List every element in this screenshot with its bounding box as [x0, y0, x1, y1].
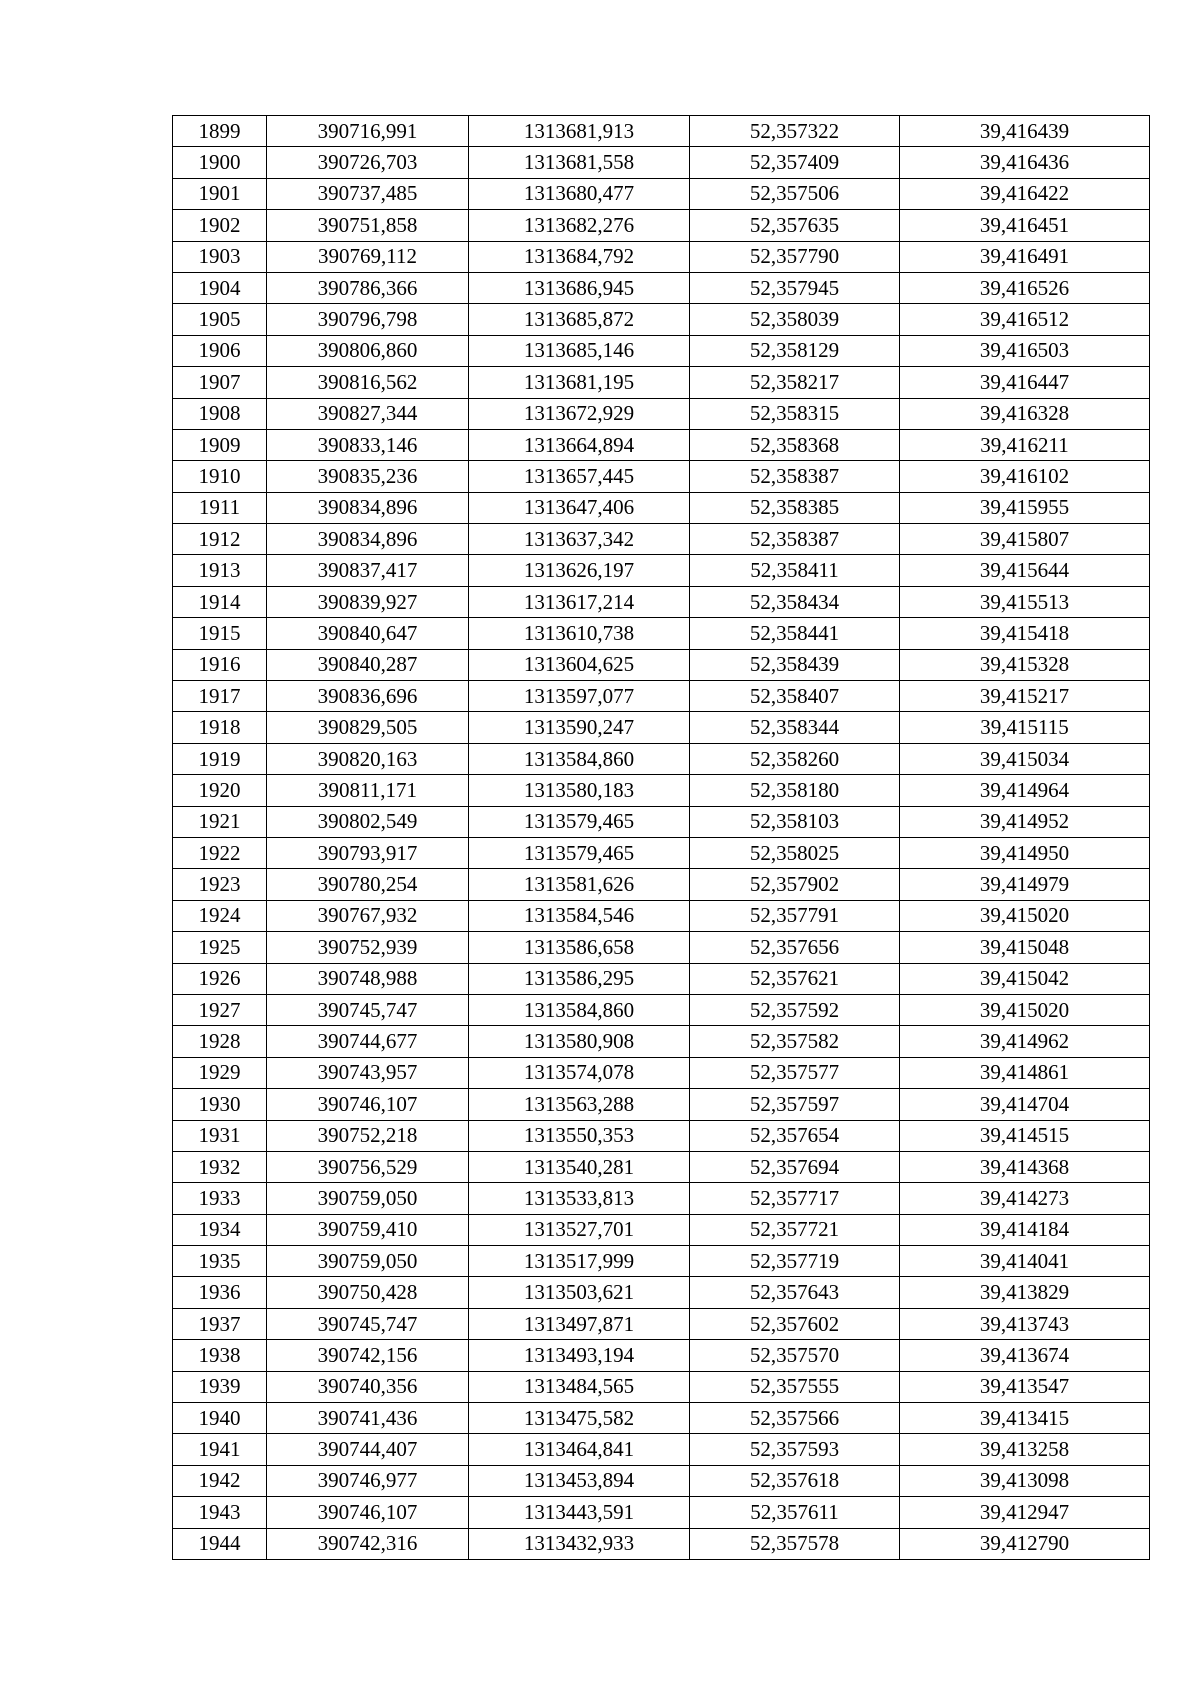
table-row	[173, 492, 1150, 523]
y-coordinate-cell: 1313580,908	[469, 1026, 690, 1057]
point-number-cell: 1926	[173, 963, 267, 994]
longitude-cell: 39,415807	[900, 524, 1150, 555]
table-row	[173, 586, 1150, 617]
point-number-cell: 1905	[173, 304, 267, 335]
latitude-cell: 52,357577	[690, 1057, 900, 1088]
table-row	[173, 1183, 1150, 1214]
point-number-cell: 1915	[173, 618, 267, 649]
longitude-cell: 39,412790	[900, 1528, 1150, 1559]
x-coordinate-cell: 390716,991	[267, 116, 469, 147]
point-number-cell: 1922	[173, 837, 267, 868]
x-coordinate-cell: 390827,344	[267, 398, 469, 429]
x-coordinate-cell: 390834,896	[267, 524, 469, 555]
point-number-cell: 1938	[173, 1340, 267, 1371]
latitude-cell: 52,357791	[690, 900, 900, 931]
longitude-cell: 39,414962	[900, 1026, 1150, 1057]
longitude-cell: 39,414273	[900, 1183, 1150, 1214]
point-number-cell: 1925	[173, 932, 267, 963]
longitude-cell: 39,413829	[900, 1277, 1150, 1308]
y-coordinate-cell: 1313586,658	[469, 932, 690, 963]
latitude-cell: 52,357602	[690, 1308, 900, 1339]
longitude-cell: 39,414979	[900, 869, 1150, 900]
point-number-cell: 1936	[173, 1277, 267, 1308]
table-row	[173, 1246, 1150, 1277]
x-coordinate-cell: 390840,647	[267, 618, 469, 649]
x-coordinate-cell: 390752,939	[267, 932, 469, 963]
latitude-cell: 52,357597	[690, 1089, 900, 1120]
x-coordinate-cell: 390839,927	[267, 586, 469, 617]
table-row	[173, 869, 1150, 900]
y-coordinate-cell: 1313464,841	[469, 1434, 690, 1465]
y-coordinate-cell: 1313664,894	[469, 429, 690, 460]
y-coordinate-cell: 1313579,465	[469, 837, 690, 868]
y-coordinate-cell: 1313579,465	[469, 806, 690, 837]
latitude-cell: 52,358385	[690, 492, 900, 523]
x-coordinate-cell: 390737,485	[267, 178, 469, 209]
table-row	[173, 1371, 1150, 1402]
latitude-cell: 52,358315	[690, 398, 900, 429]
longitude-cell: 39,416451	[900, 210, 1150, 241]
latitude-cell: 52,358387	[690, 524, 900, 555]
table-row	[173, 398, 1150, 429]
latitude-cell: 52,357592	[690, 994, 900, 1025]
latitude-cell: 52,358103	[690, 806, 900, 837]
x-coordinate-cell: 390836,696	[267, 681, 469, 712]
longitude-cell: 39,414184	[900, 1214, 1150, 1245]
point-number-cell: 1928	[173, 1026, 267, 1057]
point-number-cell: 1906	[173, 335, 267, 366]
y-coordinate-cell: 1313533,813	[469, 1183, 690, 1214]
x-coordinate-cell: 390746,107	[267, 1089, 469, 1120]
table-row	[173, 1434, 1150, 1465]
point-number-cell: 1930	[173, 1089, 267, 1120]
point-number-cell: 1904	[173, 272, 267, 303]
longitude-cell: 39,413674	[900, 1340, 1150, 1371]
x-coordinate-cell: 390759,050	[267, 1246, 469, 1277]
latitude-cell: 52,358439	[690, 649, 900, 680]
latitude-cell: 52,357635	[690, 210, 900, 241]
table-row	[173, 1214, 1150, 1245]
x-coordinate-cell: 390840,287	[267, 649, 469, 680]
y-coordinate-cell: 1313626,197	[469, 555, 690, 586]
point-number-cell: 1916	[173, 649, 267, 680]
table-row	[173, 1340, 1150, 1371]
longitude-cell: 39,415217	[900, 681, 1150, 712]
table-row	[173, 712, 1150, 743]
longitude-cell: 39,413743	[900, 1308, 1150, 1339]
latitude-cell: 52,357621	[690, 963, 900, 994]
x-coordinate-cell: 390756,529	[267, 1151, 469, 1182]
latitude-cell: 52,357593	[690, 1434, 900, 1465]
latitude-cell: 52,357618	[690, 1465, 900, 1496]
latitude-cell: 52,358025	[690, 837, 900, 868]
y-coordinate-cell: 1313686,945	[469, 272, 690, 303]
point-number-cell: 1907	[173, 367, 267, 398]
x-coordinate-cell: 390746,977	[267, 1465, 469, 1496]
point-number-cell: 1908	[173, 398, 267, 429]
table-row	[173, 649, 1150, 680]
longitude-cell: 39,416512	[900, 304, 1150, 335]
latitude-cell: 52,358387	[690, 461, 900, 492]
latitude-cell: 52,358180	[690, 775, 900, 806]
longitude-cell: 39,416526	[900, 272, 1150, 303]
point-number-cell: 1912	[173, 524, 267, 555]
point-number-cell: 1942	[173, 1465, 267, 1496]
table-row	[173, 1497, 1150, 1528]
latitude-cell: 52,358368	[690, 429, 900, 460]
x-coordinate-cell: 390802,549	[267, 806, 469, 837]
x-coordinate-cell: 390816,562	[267, 367, 469, 398]
table-row	[173, 555, 1150, 586]
latitude-cell: 52,358411	[690, 555, 900, 586]
point-number-cell: 1923	[173, 869, 267, 900]
y-coordinate-cell: 1313681,913	[469, 116, 690, 147]
x-coordinate-cell: 390793,917	[267, 837, 469, 868]
longitude-cell: 39,416491	[900, 241, 1150, 272]
longitude-cell: 39,415955	[900, 492, 1150, 523]
x-coordinate-cell: 390752,218	[267, 1120, 469, 1151]
longitude-cell: 39,415020	[900, 994, 1150, 1025]
latitude-cell: 52,357654	[690, 1120, 900, 1151]
y-coordinate-cell: 1313497,871	[469, 1308, 690, 1339]
y-coordinate-cell: 1313684,792	[469, 241, 690, 272]
y-coordinate-cell: 1313574,078	[469, 1057, 690, 1088]
y-coordinate-cell: 1313584,860	[469, 743, 690, 774]
latitude-cell: 52,358344	[690, 712, 900, 743]
table-row	[173, 743, 1150, 774]
x-coordinate-cell: 390744,677	[267, 1026, 469, 1057]
point-number-cell: 1903	[173, 241, 267, 272]
latitude-cell: 52,357566	[690, 1403, 900, 1434]
x-coordinate-cell: 390726,703	[267, 147, 469, 178]
y-coordinate-cell: 1313637,342	[469, 524, 690, 555]
table-row	[173, 272, 1150, 303]
latitude-cell: 52,358217	[690, 367, 900, 398]
latitude-cell: 52,358407	[690, 681, 900, 712]
point-number-cell: 1919	[173, 743, 267, 774]
latitude-cell: 52,358434	[690, 586, 900, 617]
table-row	[173, 1089, 1150, 1120]
longitude-cell: 39,415020	[900, 900, 1150, 931]
table-row	[173, 210, 1150, 241]
y-coordinate-cell: 1313586,295	[469, 963, 690, 994]
table-row	[173, 932, 1150, 963]
y-coordinate-cell: 1313672,929	[469, 398, 690, 429]
longitude-cell: 39,414368	[900, 1151, 1150, 1182]
coordinates-table-body	[173, 116, 1150, 1560]
longitude-cell: 39,415418	[900, 618, 1150, 649]
table-row	[173, 1120, 1150, 1151]
y-coordinate-cell: 1313443,591	[469, 1497, 690, 1528]
x-coordinate-cell: 390751,858	[267, 210, 469, 241]
longitude-cell: 39,415328	[900, 649, 1150, 680]
latitude-cell: 52,357945	[690, 272, 900, 303]
x-coordinate-cell: 390744,407	[267, 1434, 469, 1465]
y-coordinate-cell: 1313540,281	[469, 1151, 690, 1182]
table-row	[173, 147, 1150, 178]
longitude-cell: 39,414964	[900, 775, 1150, 806]
table-row	[173, 963, 1150, 994]
point-number-cell: 1902	[173, 210, 267, 241]
point-number-cell: 1914	[173, 586, 267, 617]
latitude-cell: 52,357694	[690, 1151, 900, 1182]
point-number-cell: 1924	[173, 900, 267, 931]
x-coordinate-cell: 390786,366	[267, 272, 469, 303]
table-row	[173, 806, 1150, 837]
y-coordinate-cell: 1313550,353	[469, 1120, 690, 1151]
longitude-cell: 39,414952	[900, 806, 1150, 837]
longitude-cell: 39,413415	[900, 1403, 1150, 1434]
x-coordinate-cell: 390742,316	[267, 1528, 469, 1559]
y-coordinate-cell: 1313680,477	[469, 178, 690, 209]
longitude-cell: 39,416328	[900, 398, 1150, 429]
table-row	[173, 1403, 1150, 1434]
y-coordinate-cell: 1313685,872	[469, 304, 690, 335]
x-coordinate-cell: 390796,798	[267, 304, 469, 335]
point-number-cell: 1933	[173, 1183, 267, 1214]
latitude-cell: 52,357656	[690, 932, 900, 963]
longitude-cell: 39,416102	[900, 461, 1150, 492]
table-row	[173, 681, 1150, 712]
y-coordinate-cell: 1313584,860	[469, 994, 690, 1025]
table-row	[173, 461, 1150, 492]
y-coordinate-cell: 1313657,445	[469, 461, 690, 492]
x-coordinate-cell: 390767,932	[267, 900, 469, 931]
point-number-cell: 1943	[173, 1497, 267, 1528]
point-number-cell: 1934	[173, 1214, 267, 1245]
table-row	[173, 367, 1150, 398]
latitude-cell: 52,357719	[690, 1246, 900, 1277]
point-number-cell: 1910	[173, 461, 267, 492]
point-number-cell: 1940	[173, 1403, 267, 1434]
longitude-cell: 39,416503	[900, 335, 1150, 366]
point-number-cell: 1918	[173, 712, 267, 743]
latitude-cell: 52,358441	[690, 618, 900, 649]
point-number-cell: 1937	[173, 1308, 267, 1339]
x-coordinate-cell: 390741,436	[267, 1403, 469, 1434]
point-number-cell: 1935	[173, 1246, 267, 1277]
latitude-cell: 52,358260	[690, 743, 900, 774]
point-number-cell: 1921	[173, 806, 267, 837]
y-coordinate-cell: 1313681,195	[469, 367, 690, 398]
longitude-cell: 39,416211	[900, 429, 1150, 460]
table-row	[173, 837, 1150, 868]
y-coordinate-cell: 1313517,999	[469, 1246, 690, 1277]
point-number-cell: 1901	[173, 178, 267, 209]
point-number-cell: 1917	[173, 681, 267, 712]
latitude-cell: 52,358039	[690, 304, 900, 335]
point-number-cell: 1939	[173, 1371, 267, 1402]
y-coordinate-cell: 1313617,214	[469, 586, 690, 617]
longitude-cell: 39,415115	[900, 712, 1150, 743]
point-number-cell: 1932	[173, 1151, 267, 1182]
x-coordinate-cell: 390746,107	[267, 1497, 469, 1528]
latitude-cell: 52,357555	[690, 1371, 900, 1402]
longitude-cell: 39,415034	[900, 743, 1150, 774]
x-coordinate-cell: 390740,356	[267, 1371, 469, 1402]
table-row	[173, 775, 1150, 806]
coordinates-table	[172, 115, 1150, 1560]
x-coordinate-cell: 390745,747	[267, 1308, 469, 1339]
x-coordinate-cell: 390833,146	[267, 429, 469, 460]
latitude-cell: 52,357570	[690, 1340, 900, 1371]
y-coordinate-cell: 1313453,894	[469, 1465, 690, 1496]
y-coordinate-cell: 1313590,247	[469, 712, 690, 743]
table-row	[173, 429, 1150, 460]
longitude-cell: 39,415048	[900, 932, 1150, 963]
longitude-cell: 39,416436	[900, 147, 1150, 178]
x-coordinate-cell: 390769,112	[267, 241, 469, 272]
table-row	[173, 1026, 1150, 1057]
longitude-cell: 39,414704	[900, 1089, 1150, 1120]
point-number-cell: 1900	[173, 147, 267, 178]
y-coordinate-cell: 1313597,077	[469, 681, 690, 712]
latitude-cell: 52,357611	[690, 1497, 900, 1528]
x-coordinate-cell: 390811,171	[267, 775, 469, 806]
x-coordinate-cell: 390780,254	[267, 869, 469, 900]
latitude-cell: 52,357582	[690, 1026, 900, 1057]
table-row	[173, 1308, 1150, 1339]
x-coordinate-cell: 390806,860	[267, 335, 469, 366]
x-coordinate-cell: 390748,988	[267, 963, 469, 994]
y-coordinate-cell: 1313432,933	[469, 1528, 690, 1559]
x-coordinate-cell: 390829,505	[267, 712, 469, 743]
latitude-cell: 52,357902	[690, 869, 900, 900]
longitude-cell: 39,416439	[900, 116, 1150, 147]
latitude-cell: 52,357643	[690, 1277, 900, 1308]
latitude-cell: 52,357322	[690, 116, 900, 147]
point-number-cell: 1944	[173, 1528, 267, 1559]
latitude-cell: 52,358129	[690, 335, 900, 366]
table-row	[173, 524, 1150, 555]
latitude-cell: 52,357506	[690, 178, 900, 209]
table-row	[173, 1057, 1150, 1088]
y-coordinate-cell: 1313563,288	[469, 1089, 690, 1120]
table-row	[173, 618, 1150, 649]
point-number-cell: 1913	[173, 555, 267, 586]
x-coordinate-cell: 390745,747	[267, 994, 469, 1025]
y-coordinate-cell: 1313584,546	[469, 900, 690, 931]
table-row	[173, 116, 1150, 147]
table-row	[173, 178, 1150, 209]
latitude-cell: 52,357717	[690, 1183, 900, 1214]
point-number-cell: 1920	[173, 775, 267, 806]
y-coordinate-cell: 1313493,194	[469, 1340, 690, 1371]
table-row	[173, 994, 1150, 1025]
longitude-cell: 39,415644	[900, 555, 1150, 586]
longitude-cell: 39,415513	[900, 586, 1150, 617]
longitude-cell: 39,415042	[900, 963, 1150, 994]
x-coordinate-cell: 390743,957	[267, 1057, 469, 1088]
longitude-cell: 39,414041	[900, 1246, 1150, 1277]
table-row	[173, 1151, 1150, 1182]
x-coordinate-cell: 390834,896	[267, 492, 469, 523]
point-number-cell: 1931	[173, 1120, 267, 1151]
table-row	[173, 900, 1150, 931]
y-coordinate-cell: 1313685,146	[469, 335, 690, 366]
x-coordinate-cell: 390742,156	[267, 1340, 469, 1371]
table-row	[173, 335, 1150, 366]
y-coordinate-cell: 1313484,565	[469, 1371, 690, 1402]
y-coordinate-cell: 1313503,621	[469, 1277, 690, 1308]
longitude-cell: 39,413258	[900, 1434, 1150, 1465]
longitude-cell: 39,412947	[900, 1497, 1150, 1528]
latitude-cell: 52,357409	[690, 147, 900, 178]
y-coordinate-cell: 1313647,406	[469, 492, 690, 523]
x-coordinate-cell: 390837,417	[267, 555, 469, 586]
point-number-cell: 1911	[173, 492, 267, 523]
y-coordinate-cell: 1313581,626	[469, 869, 690, 900]
latitude-cell: 52,357721	[690, 1214, 900, 1245]
point-number-cell: 1909	[173, 429, 267, 460]
longitude-cell: 39,414861	[900, 1057, 1150, 1088]
y-coordinate-cell: 1313604,625	[469, 649, 690, 680]
x-coordinate-cell: 390759,050	[267, 1183, 469, 1214]
x-coordinate-cell: 390759,410	[267, 1214, 469, 1245]
y-coordinate-cell: 1313475,582	[469, 1403, 690, 1434]
point-number-cell: 1941	[173, 1434, 267, 1465]
y-coordinate-cell: 1313682,276	[469, 210, 690, 241]
y-coordinate-cell: 1313681,558	[469, 147, 690, 178]
longitude-cell: 39,413098	[900, 1465, 1150, 1496]
y-coordinate-cell: 1313610,738	[469, 618, 690, 649]
longitude-cell: 39,416447	[900, 367, 1150, 398]
table-row	[173, 304, 1150, 335]
y-coordinate-cell: 1313580,183	[469, 775, 690, 806]
table-row	[173, 1528, 1150, 1559]
y-coordinate-cell: 1313527,701	[469, 1214, 690, 1245]
longitude-cell: 39,414515	[900, 1120, 1150, 1151]
longitude-cell: 39,414950	[900, 837, 1150, 868]
latitude-cell: 52,357578	[690, 1528, 900, 1559]
latitude-cell: 52,357790	[690, 241, 900, 272]
longitude-cell: 39,416422	[900, 178, 1150, 209]
table-row	[173, 241, 1150, 272]
table-row	[173, 1277, 1150, 1308]
longitude-cell: 39,413547	[900, 1371, 1150, 1402]
point-number-cell: 1927	[173, 994, 267, 1025]
table-row	[173, 1465, 1150, 1496]
x-coordinate-cell: 390835,236	[267, 461, 469, 492]
point-number-cell: 1929	[173, 1057, 267, 1088]
x-coordinate-cell: 390750,428	[267, 1277, 469, 1308]
x-coordinate-cell: 390820,163	[267, 743, 469, 774]
point-number-cell: 1899	[173, 116, 267, 147]
